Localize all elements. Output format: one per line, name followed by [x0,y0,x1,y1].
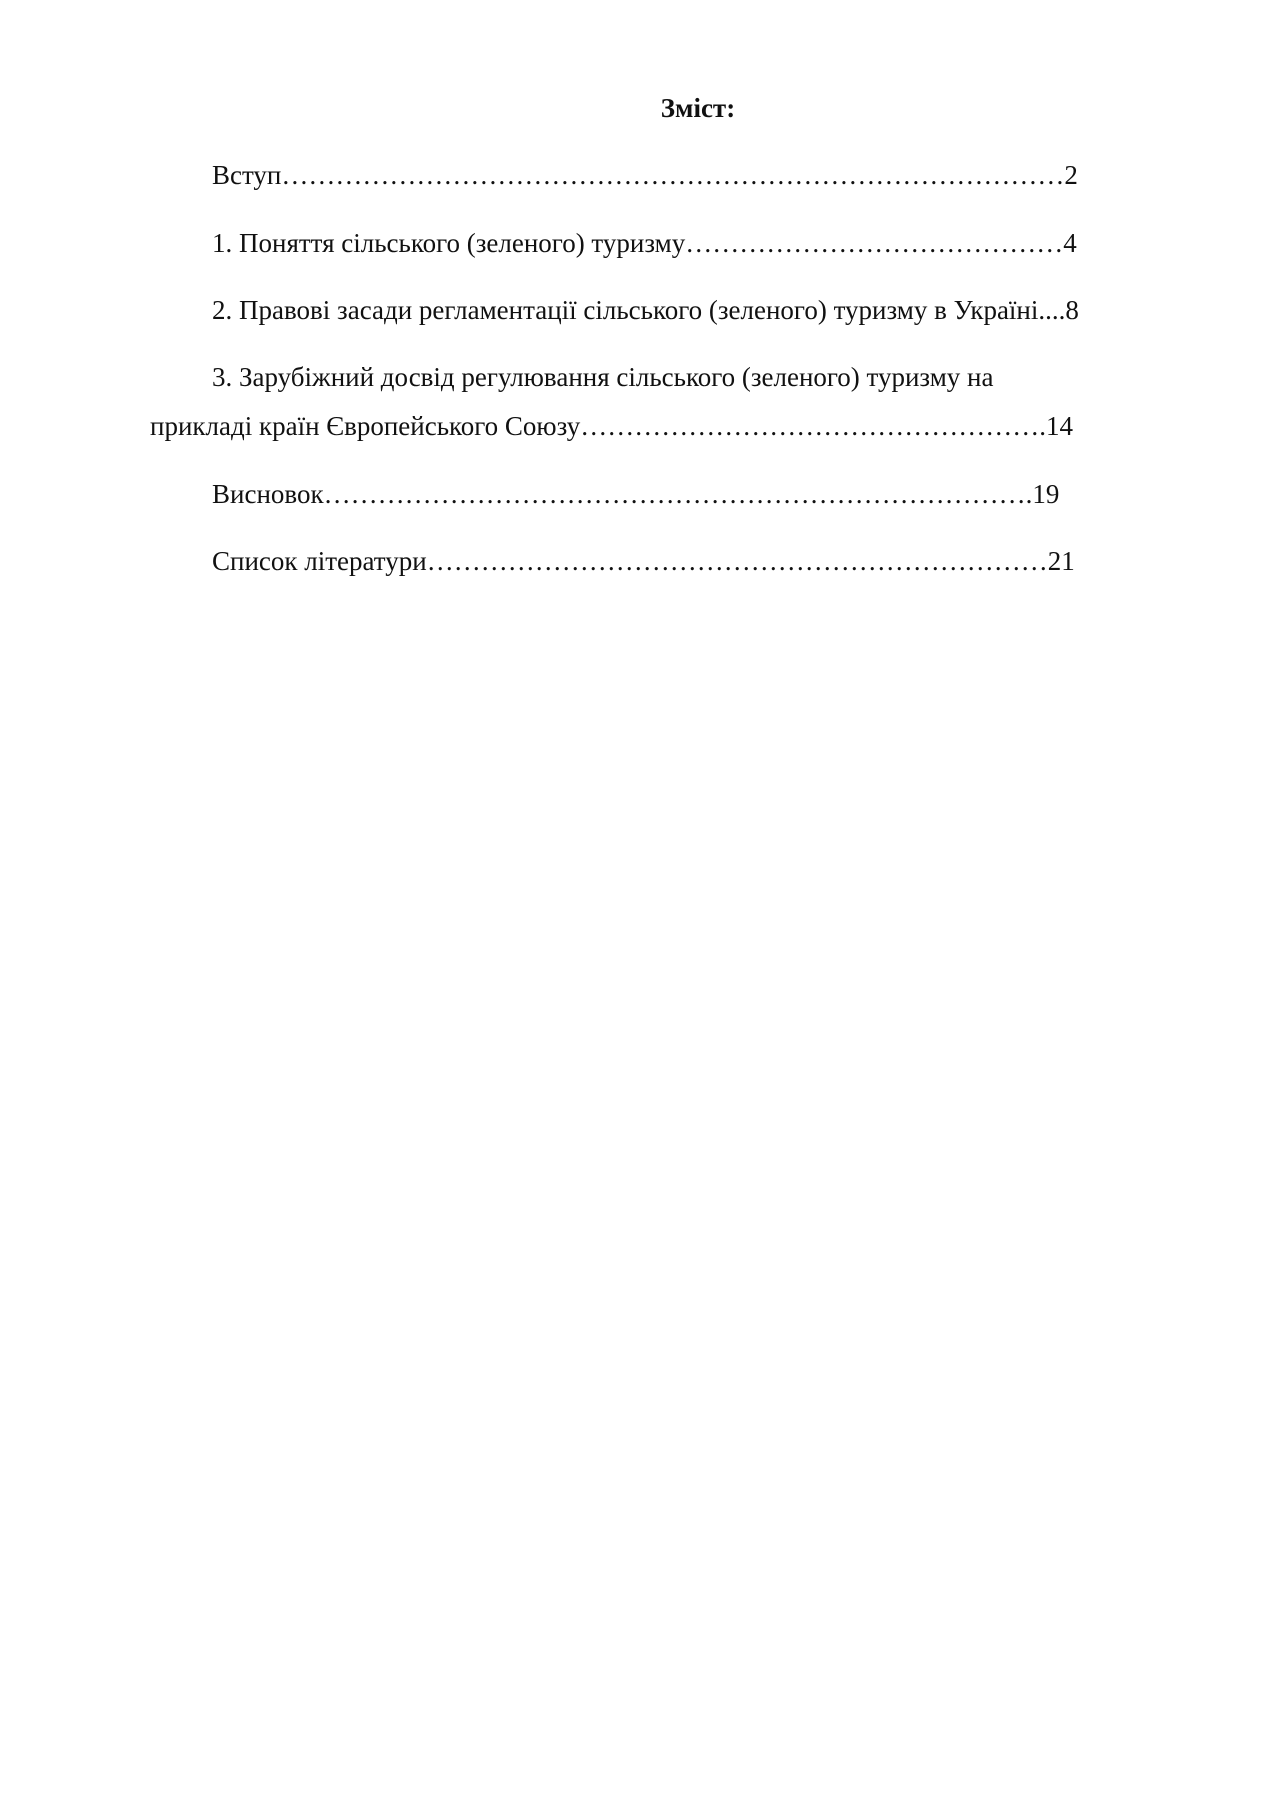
toc-entry-intro: Вступ……………………………………………………………………………2 [212,160,1078,190]
toc-entry-section-3-line-2: прикладі країн Європейського Союзу…………………………………………….14 [150,411,1073,441]
toc-title: Зміст: [660,93,736,123]
toc-entry-section-3-line-1: 3. Зарубіжний досвід регулювання сільського (зеленого) туризму на [212,362,994,392]
toc-entry-section-2: 2. Правові засади регламентації сільського (зеленого) туризму в Україні....8 [212,295,1079,325]
toc-entry-conclusion: Висновок…………………………………………………………………….19 [212,479,1060,509]
toc-entry-bibliography: Список літератури……………………………………………………………21 [212,546,1075,576]
toc-entry-section-1: 1. Поняття сільського (зеленого) туризму……………………………………4 [212,228,1077,258]
